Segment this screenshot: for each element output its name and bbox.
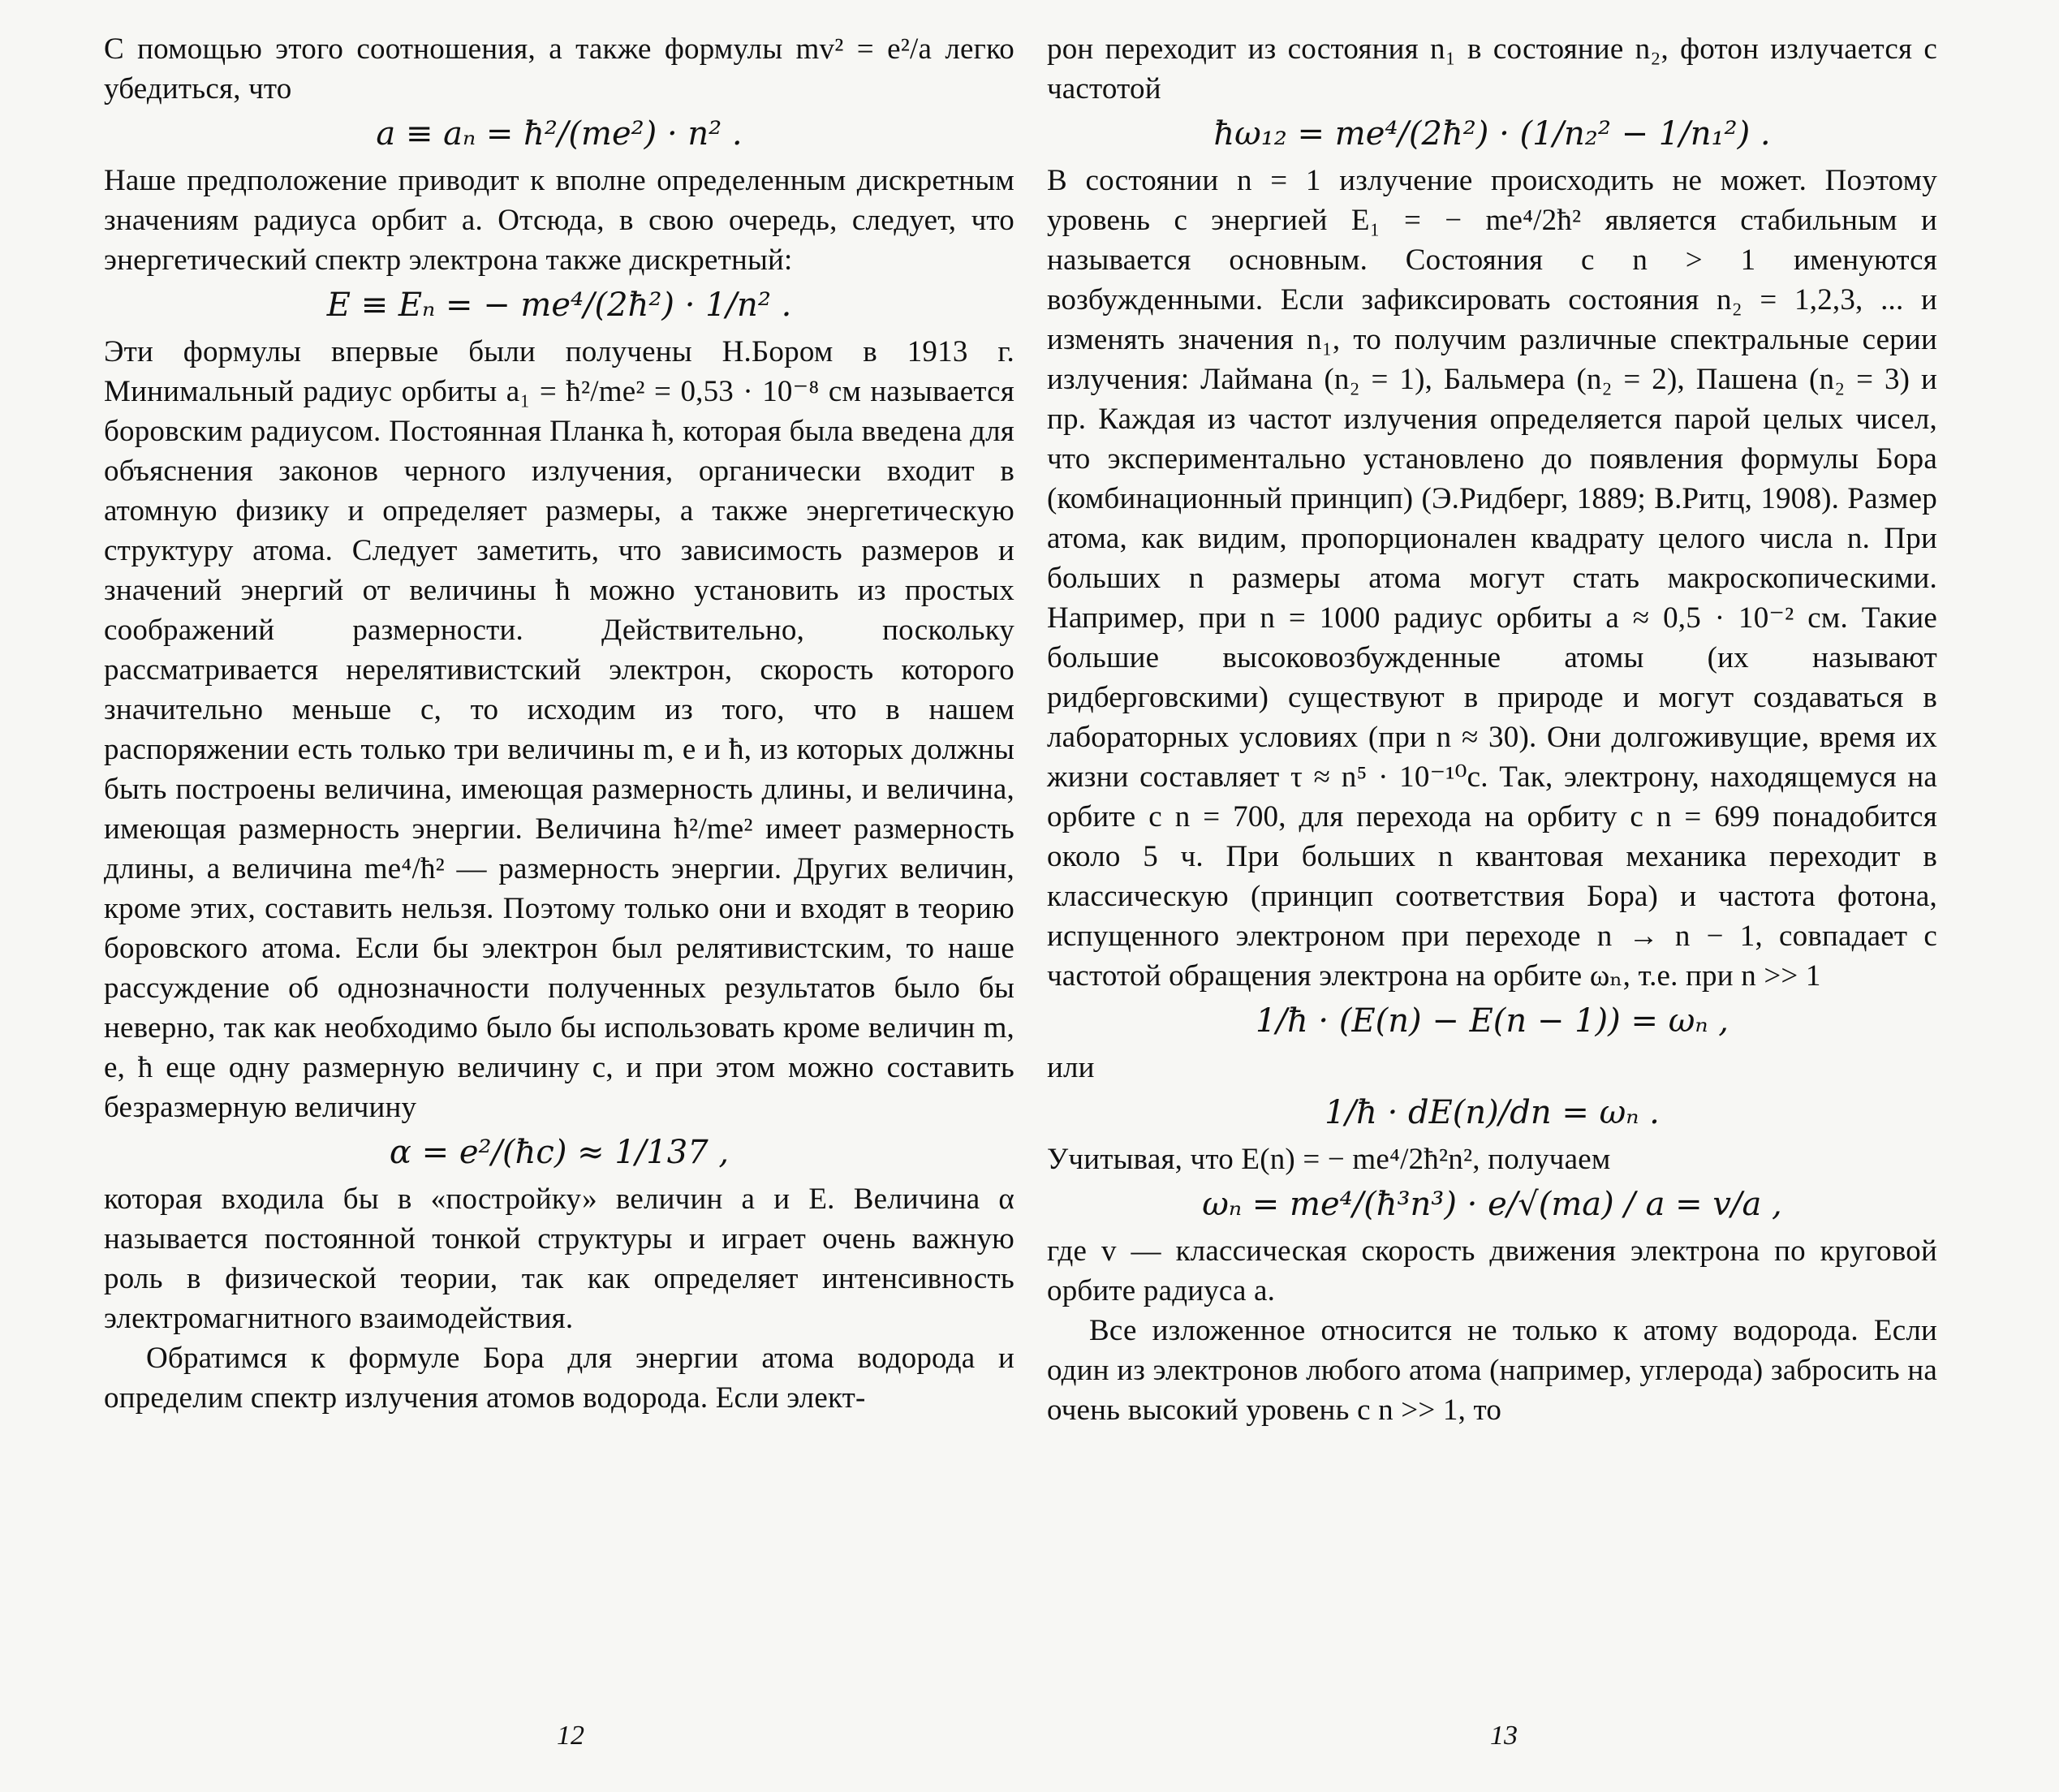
right-paragraph-2: В состоянии n = 1 излучение происходить не может. Поэтому уровень с энергией E₁ = − me⁴/2ħ² является стабильным и называется основным. Состояния с n > 1 именуются возбужденными. Если зафиксировать состояния n₂ = 1,2,3, ... и изменять значения n₁, то получим различные спектральные серии излучения: Лаймана (n₂ = 1), Бальмера (n₂ = 2), Пашена (n₂ = 3) и пр. Каждая из частот излучения определяется парой целых чисел, что экспериментально установлено до появления формулы Бора (комбинационный принцип) (Э.Ридберг, 1889; В.Ритц, 1908). Размер атома, как видим, пропорционален квадрату целого числа n. При больших n размеры атома могут стать макроскопическими. Например, при n = 1000 радиус орбиты a ≈ 0,5 · 10⁻² см. Такие большие высоковозбужденные атомы (их называют ридберговскими) существуют в природе и могут создаваться в лабораторных условиях (при n ≈ 30). Они долгоживущие, время их жизни составляет τ ≈ n⁵ · 10⁻¹⁰с. Так, электрону, находящемуся на орбите с n = 700, для перехода на орбиту с n = 699 понадобится около 5 ч. При больших n квантовая механика переходит в классическую (принцип соответствия Бора) и частота фотона, испущенного электроном при переходе n → n − 1, совпадает с частотой обращения электрона на орбите ωₙ, т.е. при n >> 1	[1047, 164, 1937, 993]
right-formula-difference: 1/ħ · (E(n) − E(n − 1)) = ωₙ ,	[1256, 1002, 1729, 1040]
page-left	[0, 0, 1029, 1792]
page-right	[1029, 0, 2059, 1792]
right-or-label: или	[1047, 1051, 1095, 1084]
right-paragraph-1: рон переходит из состояния n₁ в состояние n₂, фотон излучается с частотой	[1047, 32, 1937, 106]
left-paragraph-4: которая входила бы в «постройку» величин a и E. Величина α называется постоянной тонкой структуры и играет очень важную роль в физической теории, так как определяет интенсивность электромагнитного взаимодействия.	[104, 1182, 1014, 1335]
left-formula-radius: a ≡ aₙ = ħ²/(me²) · n² .	[376, 115, 743, 153]
right-paragraph-5: Все изложенное относится не только к атому водорода. Если один из электронов любого атома (например, углерода) забросить на очень высокий уровень с n >> 1, то	[1047, 1314, 1937, 1427]
left-paragraph-5: Обратимся к формуле Бора для энергии атома водорода и определим спектр излучения атомов водорода. Если элект-	[104, 1342, 1014, 1415]
left-formula-energy: E ≡ Eₙ = − me⁴/(2ħ²) · 1/n² .	[326, 286, 792, 324]
right-formula-derivative: 1/ħ · dE(n)/dn = ωₙ .	[1325, 1094, 1660, 1131]
right-paragraph-3: Учитывая, что E(n) = − me⁴/2ħ²n², получаем	[1047, 1143, 1611, 1176]
left-paragraph-2: Наше предположение приводит к вполне определенным дискретным значениям радиуса орбит a. Отсюда, в свою очередь, следует, что энергетический спектр электрона также дискретный:	[104, 164, 1014, 277]
right-formula-photon: ħω₁₂ = me⁴/(2ħ²) · (1/n₂² − 1/n₁²) .	[1213, 115, 1771, 153]
left-paragraph-1: С помощью этого соотношения, а также формулы mv² = e²/a легко убедиться, что	[104, 32, 1014, 106]
left-paragraph-3: Эти формулы впервые были получены Н.Бором в 1913 г. Минимальный радиус орбиты a₁ = ħ²/me² = 0,53 · 10⁻⁸ см называется боровским радиусом. Постоянная Планка ħ, которая была введена для объяснения законов черного излучения, органически входит в атомную физику и определяет размеры, а также энергетическую структуру атома. Следует заметить, что зависимость размеров и значений энергий от величины ħ можно установить из простых соображений размерности. Действительно, поскольку рассматривается нерелятивистский электрон, скорость которого значительно меньше c, то исходим из того, что в нашем распоряжении есть только три величины m, e и ħ, из которых должны быть построены величина, имеющая размерность длины, и величина, имеющая размерность энергии. Величина ħ²/me² имеет размерность длины, а величина me⁴/ħ² — размерность энергии. Других величин, кроме этих, составить нельзя. Поэтому только они и входят в теорию боровского атома. Если бы электрон был релятивистским, то наше рассуждение об однозначности полученных результатов было бы неверно, так как необходимо было бы использовать кроме величин m, e, ħ еще одну размерную величину c, и при этом можно составить безразмерную величину	[104, 335, 1014, 1124]
page-number-left: 12	[557, 1721, 584, 1751]
right-formula-omega: ωₙ = me⁴/(ħ³n³) · e/√(ma) / a = v/a ,	[1202, 1186, 1782, 1223]
page-number-right: 13	[1490, 1721, 1518, 1751]
left-formula-fine-structure: α = e²/(ħc) ≈ 1/137 ,	[389, 1134, 730, 1171]
right-paragraph-4: где v — классическая скорость движения электрона по круговой орбите радиуса a.	[1047, 1234, 1937, 1307]
